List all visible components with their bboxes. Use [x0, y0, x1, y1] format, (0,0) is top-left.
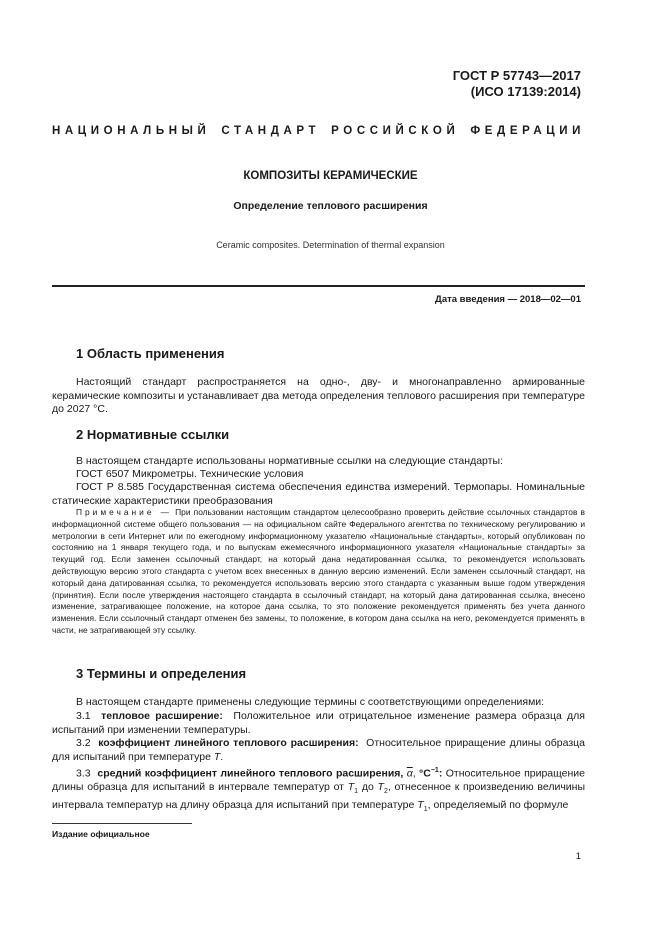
reference-gost-r-8-585: ГОСТ Р 8.585 Государственная система обеспечения единства измерений. Термопары. Номинальные статические характеристики преобразования: [52, 481, 585, 507]
note-text: При пользовании настоящим стандартом целесообразно проверить действие ссылочных стандартов в информационной системе общего пользования — на официальном сайте Федерального агентства по техническому регулированию и метрологии в сети Интернет или по ежегодному информационному указателю «Национальные стандарты», который опубликован по состоянию на 1 января текущего года, и по выпускам ежемесячного информационного указателя «Национальные стандарты» за текущий год. Если заменен ссылочный стандарт, на который дана недатированная ссылка, то рекомендуется использовать действующую версию этого стандарта с учетом всех внесенных в данную версию изменений. Если заменен ссылочный стандарт, на который дана датированная ссылка, то рекомендуется использовать версию этого стандарта с указанным выше годом утверждения (принятия). Если после утверждения настоящего стандарта в ссылочный стандарт, на который дана датированная ссылка, внесено изменение, затрагивающее положение, на которое дана ссылка, то это положение рекомендуется применять без учета данного изменения. Если ссылочный стандарт отменен без замены, то положение, в котором дана ссылка на него, рекомендуется применять в части, не затрагивающей эту ссылку.: [52, 507, 585, 635]
term-3-2-name: коэффициент линейного теплового расширения:: [98, 737, 359, 749]
section-1-heading: 1 Область применения: [76, 346, 225, 361]
english-title: Ceramic composites. Determination of thermal expansion: [216, 240, 445, 250]
section-1-text: [52, 376, 585, 417]
national-standard-banner: НАЦИОНАЛЬНЫЙ СТАНДАРТ РОССИЙСКОЙ ФЕДЕРАЦИИ: [52, 125, 585, 137]
reference-gost-6507: ГОСТ 6507 Микрометры. Технические условия: [76, 468, 304, 480]
iso-number: (ИСО 17139:2014): [470, 84, 581, 99]
section-2-note: [52, 507, 585, 637]
term-3-1-name: тепловое расширение:: [101, 710, 223, 722]
document-subtitle: Определение теплового расширения: [233, 200, 428, 212]
note-lead: Примечание —: [76, 507, 172, 517]
gost-number: ГОСТ Р 57743—2017: [452, 68, 581, 83]
term-3-1-definition: Положительное или отрицательное изменение размера образца для испытаний при изменении температуры.: [52, 710, 585, 736]
alpha-symbol: $\overline{\alpha}$: [406, 767, 413, 780]
section-1-body: Настоящий стандарт распространяется на одно-, дву- и многонаправленно армированные керамические композиты и устанавливает два метода определения теплового расширения при температуре до 2027 °С.: [52, 376, 585, 415]
term-3-1: 3.1 тепловое расширение: Положительное или отрицательное изменение размера образца для испытаний при изменении температуры.: [52, 710, 585, 736]
section-2-heading: 2 Нормативные ссылки: [76, 427, 230, 442]
header-divider: [52, 285, 585, 287]
section-3-intro: В настоящем стандарте применены следующие термины с соответствующими определениями:: [76, 696, 545, 708]
edition-label: Издание официальное: [52, 829, 150, 839]
term-3-2: 3.2 коэффициент линейного теплового расширения: Относительное приращение длины образца для испытаний при температуре T.: [52, 737, 585, 763]
document-code: [453, 68, 581, 100]
introduction-date: Дата введения — 2018—02—01: [435, 294, 581, 305]
footer-divider: [52, 823, 192, 824]
section-2-intro: В настоящем стандарте использованы нормативные ссылки на следующие стандарты:: [76, 455, 503, 467]
document-title: КОМПОЗИТЫ КЕРАМИЧЕСКИЕ: [243, 170, 418, 182]
term-3-3: 3.3 средний коэффициент линейного теплового расширения, $\overline{\alpha}$, $^\circ С^{-1}$: Относительное приращение длины образца для испытаний в интервале температур от $T_1$ до $T_2$, отнесенное к произведению величины интервала температур на длину образца для испытаний при температуре $T_1$, определяемый по формуле: [52, 767, 586, 813]
page-number: 1: [575, 851, 581, 862]
section-3-heading: 3 Термины и определения: [76, 666, 247, 681]
term-3-3-name: средний коэффициент линейного теплового расширения,: [97, 767, 404, 780]
term-3-2-definition: Относительное приращение длины образца для испытаний при температуре: [52, 737, 585, 763]
